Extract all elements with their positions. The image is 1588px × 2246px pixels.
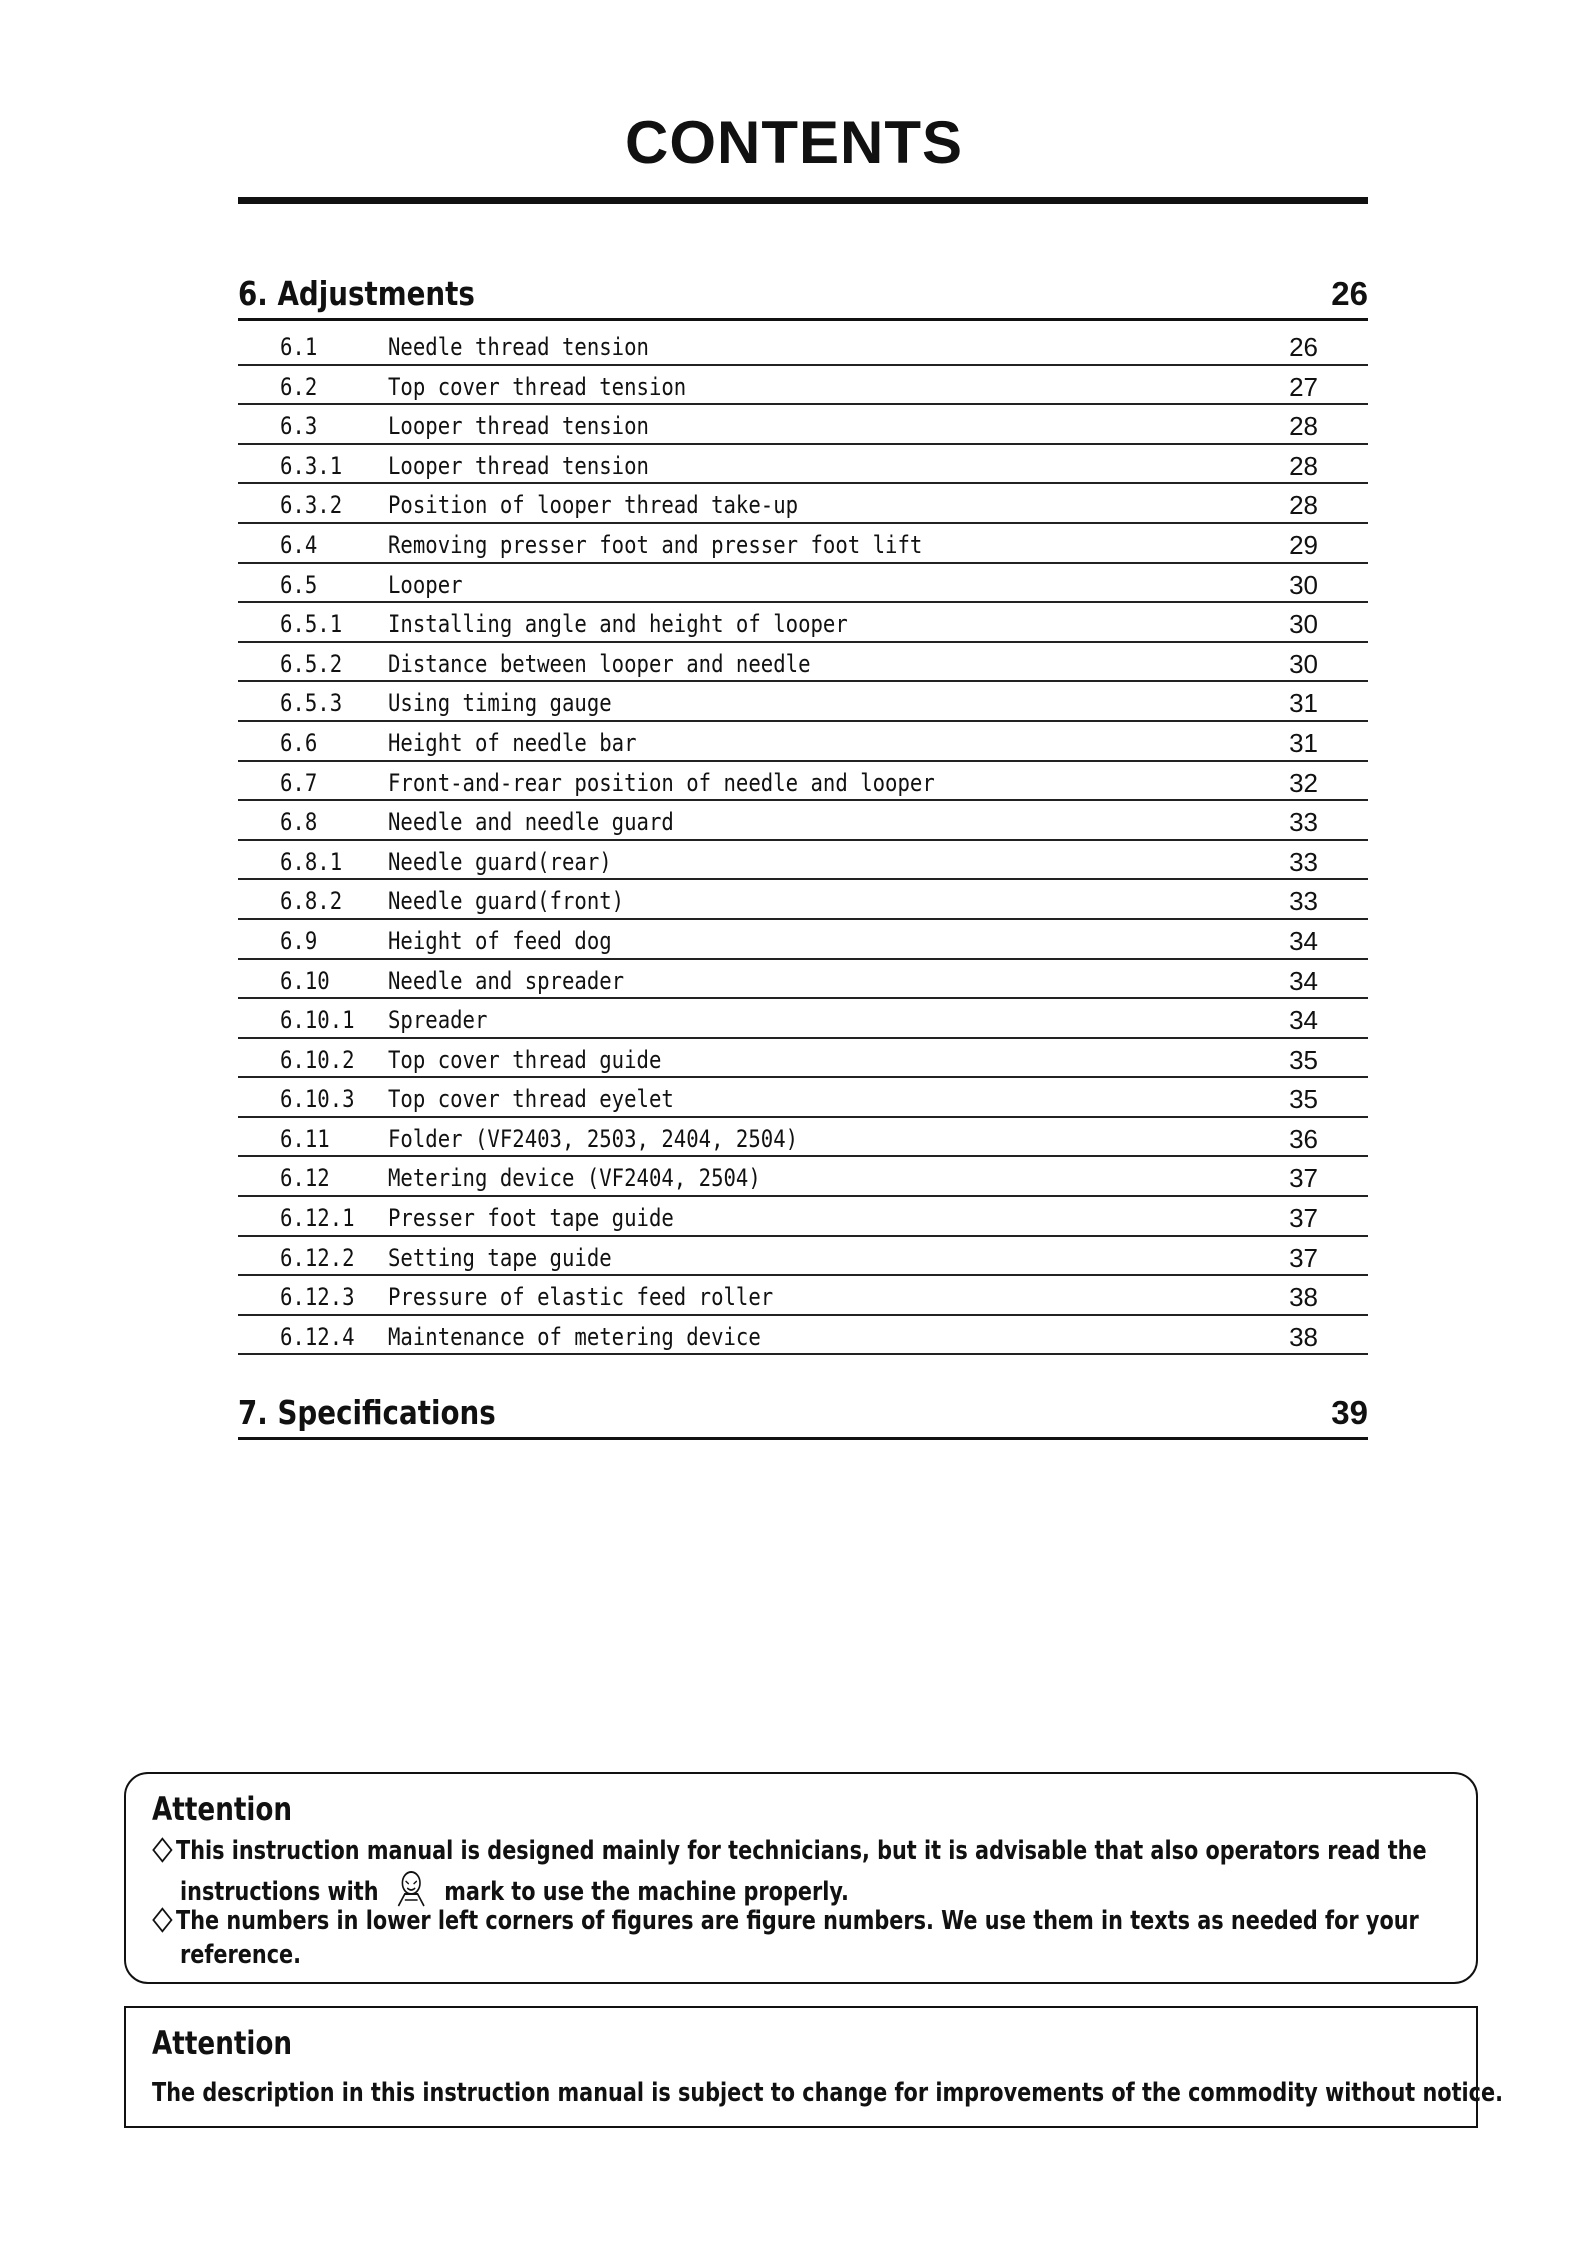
toc-number: 6.10.1 xyxy=(280,1006,355,1035)
toc-label: Front-and-rear position of needle and looper xyxy=(388,768,935,797)
attention-line-1: This instruction manual is designed mainly for technicians, but it is advisable that also operators read the xyxy=(152,1834,1427,1868)
attention-title: Attention xyxy=(152,1790,293,1828)
toc-number: 6.3 xyxy=(280,412,318,441)
toc-page: 33 xyxy=(1289,807,1318,838)
section-7-header xyxy=(238,1393,1368,1437)
toc-row xyxy=(238,1118,1368,1158)
diamond-bullet-icon xyxy=(152,1907,172,1932)
toc-number: 6.10 xyxy=(280,966,330,995)
toc-number: 6.5.3 xyxy=(280,689,343,718)
toc-row xyxy=(238,682,1368,722)
toc-page: 33 xyxy=(1289,886,1318,917)
toc-label: Top cover thread eyelet xyxy=(388,1085,674,1114)
toc-page: 30 xyxy=(1289,609,1318,640)
toc-page: 35 xyxy=(1289,1044,1318,1075)
toc-row xyxy=(238,405,1368,445)
toc-row xyxy=(238,1078,1368,1118)
toc-list xyxy=(238,326,1368,1355)
attention-line-3: The numbers in lower left corners of figures are figure numbers. We use them in texts as needed for your xyxy=(152,1904,1419,1938)
toc-label: Looper xyxy=(388,570,463,599)
toc-row xyxy=(238,1039,1368,1079)
toc-label: Needle thread tension xyxy=(388,333,649,361)
toc-row xyxy=(238,1157,1368,1197)
toc-label: Height of feed dog xyxy=(388,926,612,955)
toc-page: 30 xyxy=(1289,569,1318,600)
toc-number: 6.5.1 xyxy=(280,610,343,639)
title-rule xyxy=(238,197,1368,204)
toc-number: 6.1 xyxy=(280,333,318,361)
toc-number: 6.7 xyxy=(280,768,318,797)
toc-page: 28 xyxy=(1289,490,1318,521)
section-6-rule xyxy=(238,318,1368,321)
toc-label: Removing presser foot and presser foot lift xyxy=(388,530,923,559)
section-6-header xyxy=(238,274,1368,318)
toc-label: Setting tape guide xyxy=(388,1243,612,1272)
toc-number: 6.3.2 xyxy=(280,491,343,520)
toc-page: 34 xyxy=(1289,925,1318,956)
toc-label: Height of needle bar xyxy=(388,728,637,757)
toc-row xyxy=(238,999,1368,1039)
toc-label: Metering device (VF2404, 2504) xyxy=(388,1164,761,1193)
toc-label: Needle guard(rear) xyxy=(388,847,612,876)
toc-page: 29 xyxy=(1289,529,1318,560)
toc-label: Folder (VF2403, 2503, 2404, 2504) xyxy=(388,1124,799,1153)
toc-number: 6.10.2 xyxy=(280,1045,355,1074)
toc-number: 6.5 xyxy=(280,570,318,599)
toc-number: 6.11 xyxy=(280,1124,330,1153)
toc-row xyxy=(238,603,1368,643)
toc-label: Spreader xyxy=(388,1006,488,1035)
page-title: CONTENTS xyxy=(625,109,963,176)
toc-row xyxy=(238,366,1368,406)
toc-label: Looper thread tension xyxy=(388,412,649,441)
section-6-page: 26 xyxy=(1331,275,1368,312)
toc-number: 6.10.3 xyxy=(280,1085,355,1114)
toc-number: 6.12.3 xyxy=(280,1283,355,1312)
attention-notice-text: The description in this instruction manual is subject to change for improvements of the commodity without notice. xyxy=(152,2078,1503,2108)
attention-line-2: instructions with mark to use the machine properly. xyxy=(180,1868,849,1917)
section-7-title: 7. Specifications xyxy=(238,1393,496,1432)
toc-page: 38 xyxy=(1289,1321,1318,1352)
toc-number: 6.12 xyxy=(280,1164,330,1193)
toc-page: 30 xyxy=(1289,648,1318,679)
attention-box-technicians xyxy=(124,1772,1478,1984)
toc-number: 6.3.1 xyxy=(280,451,343,480)
toc-number: 6.12.1 xyxy=(280,1204,355,1233)
toc-label: Needle guard(front) xyxy=(388,887,625,916)
toc-row xyxy=(238,841,1368,881)
toc-page: 26 xyxy=(1289,332,1318,362)
toc-row xyxy=(238,880,1368,920)
toc-label: Maintenance of metering device xyxy=(388,1322,761,1351)
toc-row xyxy=(238,762,1368,802)
toc-number: 6.5.2 xyxy=(280,649,343,678)
section-7-page: 39 xyxy=(1331,1394,1368,1431)
toc-page: 28 xyxy=(1289,450,1318,481)
toc-page: 38 xyxy=(1289,1282,1318,1313)
toc-row xyxy=(238,445,1368,485)
toc-label: Needle and needle guard xyxy=(388,808,674,837)
toc-label: Distance between looper and needle xyxy=(388,649,811,678)
toc-row xyxy=(238,326,1368,366)
toc-label: Position of looper thread take-up xyxy=(388,491,799,520)
diamond-bullet-icon xyxy=(152,1837,172,1862)
toc-page: 31 xyxy=(1289,688,1318,719)
toc-row xyxy=(238,1197,1368,1237)
toc-number: 6.8 xyxy=(280,808,318,837)
toc-page: 34 xyxy=(1289,965,1318,996)
toc-page: 35 xyxy=(1289,1084,1318,1115)
toc-row xyxy=(238,484,1368,524)
toc-row xyxy=(238,1276,1368,1316)
toc-label: Top cover thread guide xyxy=(388,1045,662,1074)
toc-label: Using timing gauge xyxy=(388,689,612,718)
toc-number: 6.8.2 xyxy=(280,887,343,916)
toc-label: Looper thread tension xyxy=(388,451,649,480)
toc-number: 6.2 xyxy=(280,372,318,401)
toc-row xyxy=(238,1237,1368,1277)
toc-label: Installing angle and height of looper xyxy=(388,610,848,639)
toc-label: Top cover thread tension xyxy=(388,372,687,401)
toc-page: 27 xyxy=(1289,371,1318,402)
toc-page: 34 xyxy=(1289,1005,1318,1036)
toc-row xyxy=(238,1316,1368,1356)
toc-number: 6.9 xyxy=(280,926,318,955)
toc-page: 37 xyxy=(1289,1242,1318,1273)
toc-number: 6.8.1 xyxy=(280,847,343,876)
attention-box-notice xyxy=(124,2006,1503,2128)
toc-page: 37 xyxy=(1289,1163,1318,1194)
toc-number: 6.12.4 xyxy=(280,1322,355,1351)
attention-title: Attention xyxy=(152,2024,293,2062)
toc-number: 6.6 xyxy=(280,728,318,757)
toc-number: 6.4 xyxy=(280,530,318,559)
toc-page: 36 xyxy=(1289,1123,1318,1154)
section-6-title: 6. Adjustments xyxy=(238,274,475,313)
toc-row xyxy=(238,920,1368,960)
toc-row xyxy=(238,960,1368,1000)
toc-label: Pressure of elastic feed roller xyxy=(388,1283,774,1312)
attention-line-4: reference. xyxy=(180,1940,302,1970)
toc-label: Presser foot tape guide xyxy=(388,1204,674,1233)
toc-page: 37 xyxy=(1289,1203,1318,1234)
toc-row xyxy=(238,722,1368,762)
toc-row xyxy=(238,801,1368,841)
toc-row xyxy=(238,524,1368,564)
toc-page: 33 xyxy=(1289,846,1318,877)
section-7-rule xyxy=(238,1437,1368,1440)
toc-page: 32 xyxy=(1289,767,1318,798)
toc-row xyxy=(238,643,1368,683)
toc-label: Needle and spreader xyxy=(388,966,625,995)
toc-page: 28 xyxy=(1289,411,1318,442)
toc-page: 31 xyxy=(1289,727,1318,758)
toc-number: 6.12.2 xyxy=(280,1243,355,1272)
toc-row xyxy=(238,564,1368,604)
